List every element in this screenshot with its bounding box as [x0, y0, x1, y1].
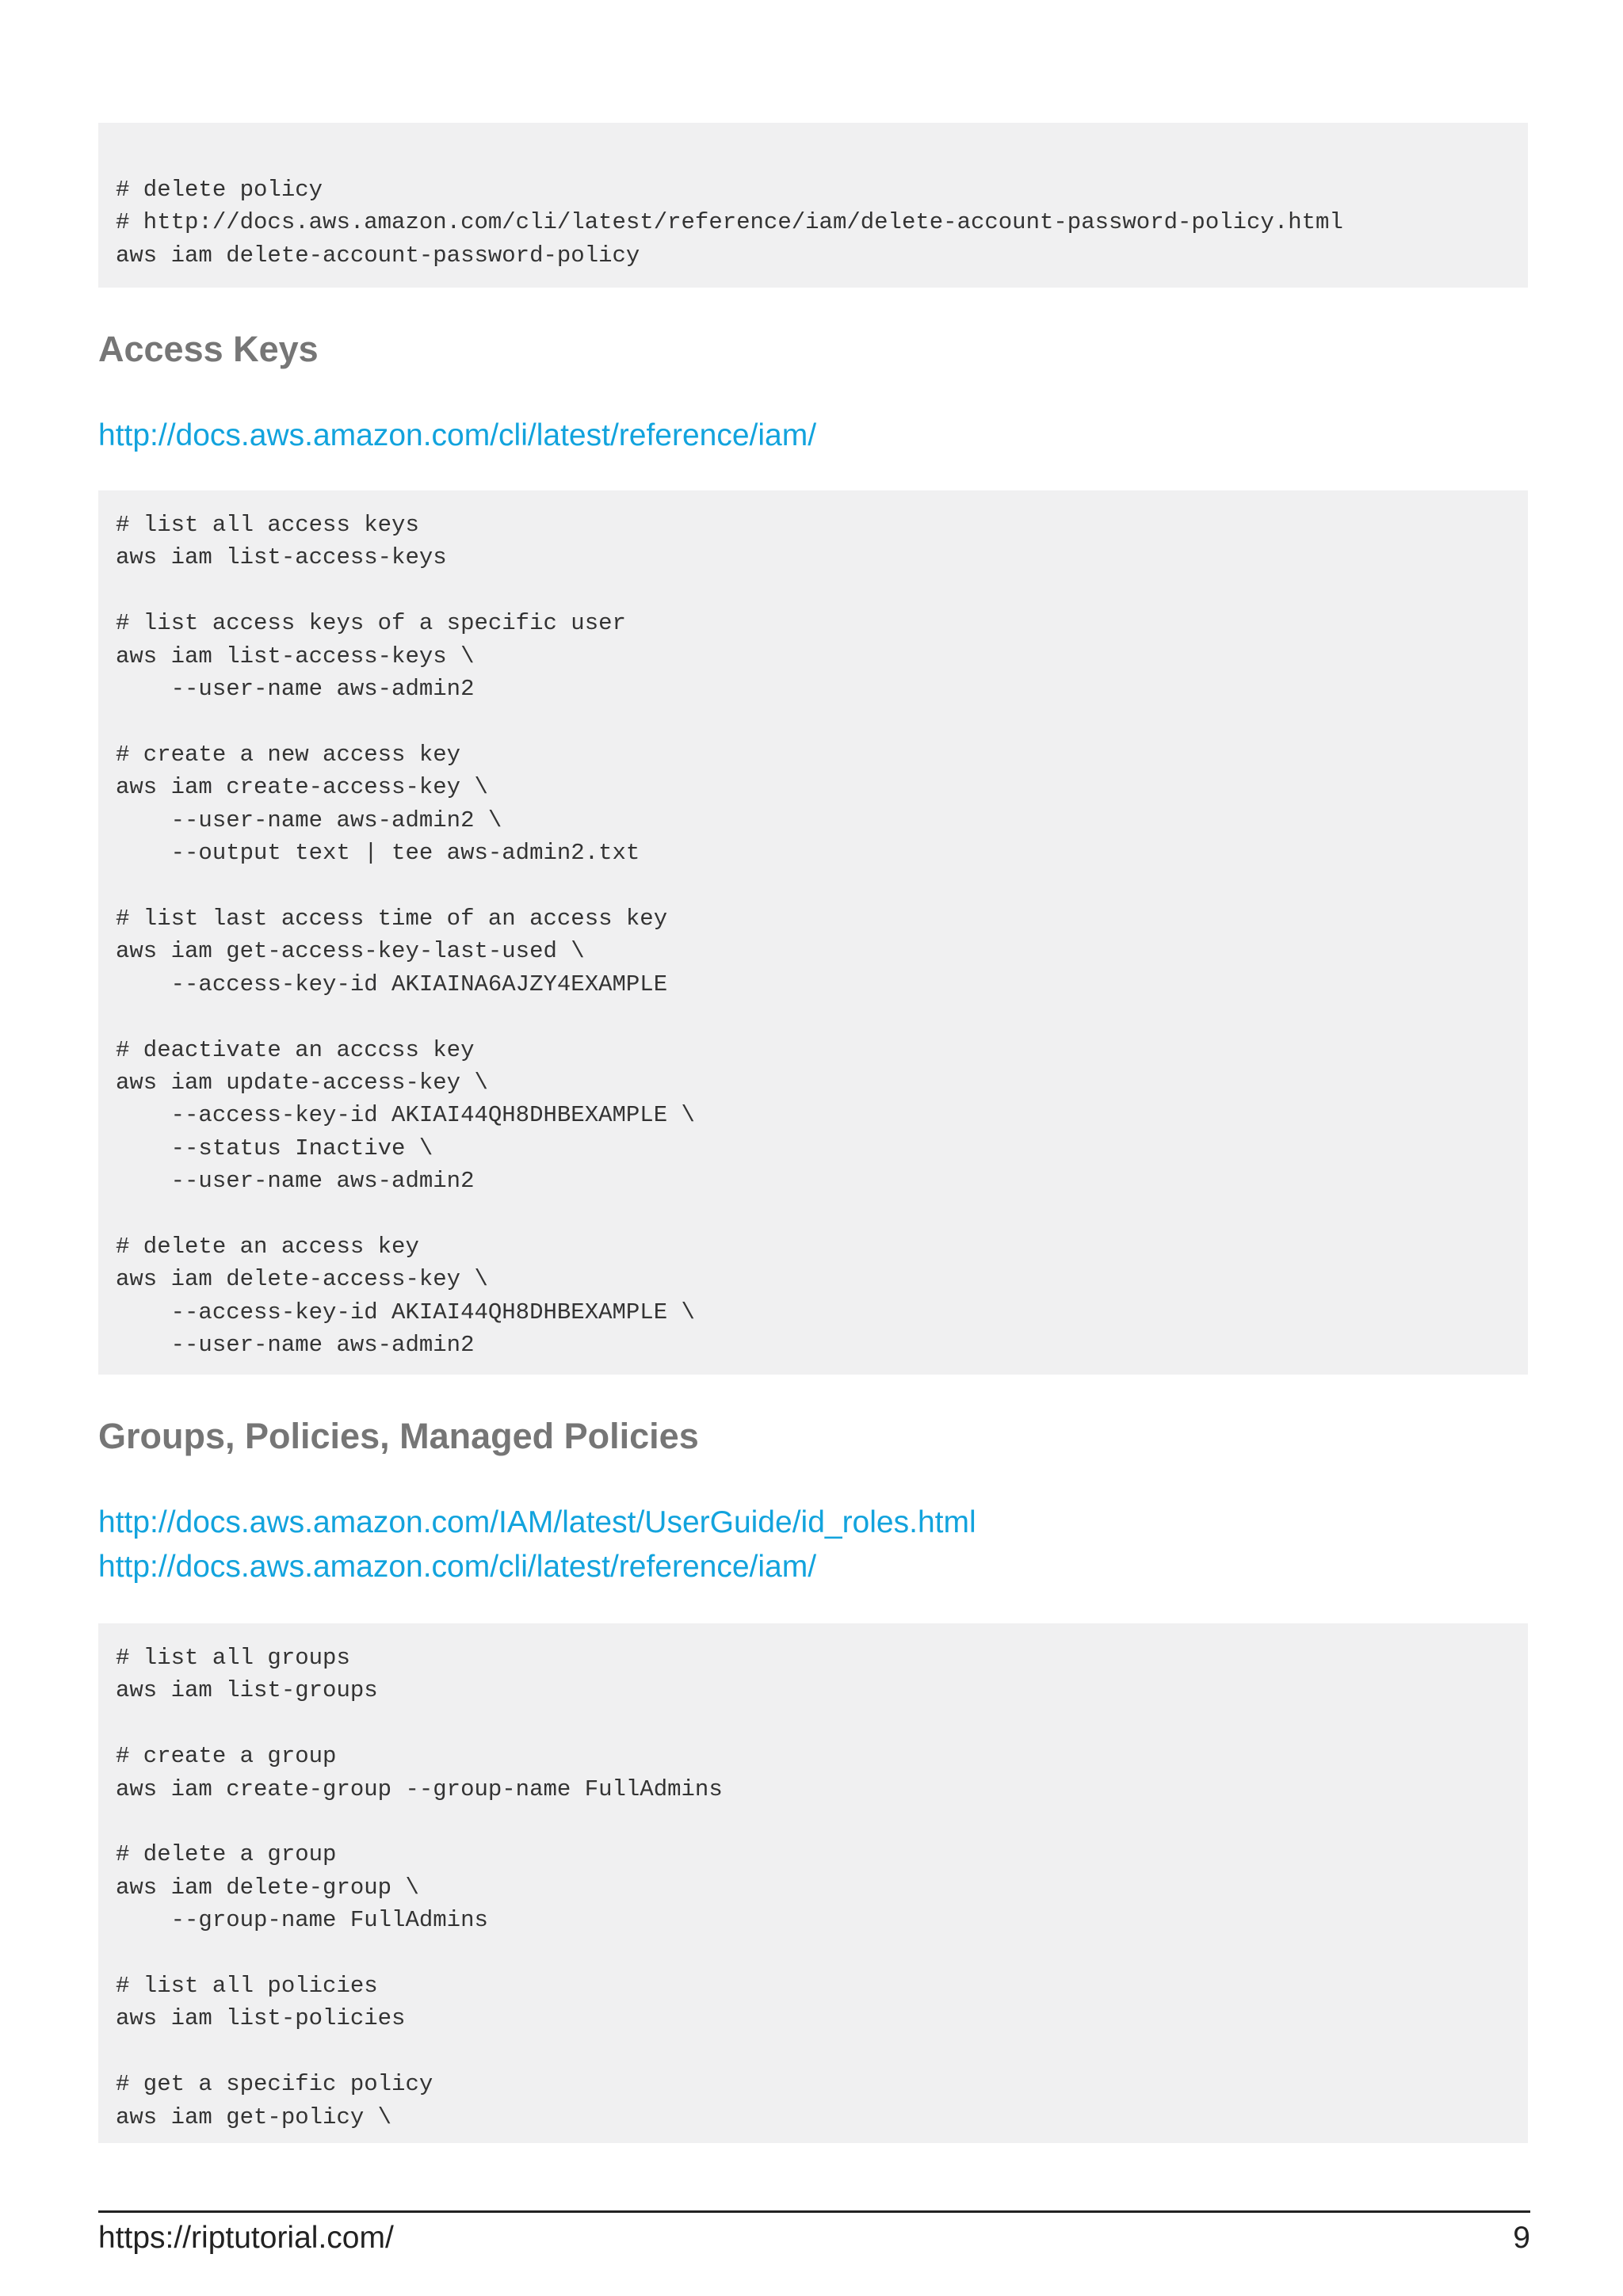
code-text: # list all groups aws iam list-groups # create a group aws iam create-group --group-name FullAdmins # delete a group aws iam delete-group \ --group-name FullAdmins # list all policies aws iam list-policies # get a specific policy aws iam get-policy \ — [116, 1645, 723, 2130]
page-number: 9 — [1513, 2221, 1530, 2255]
section-heading-groups-policies: Groups, Policies, Managed Policies — [98, 1416, 699, 1456]
footer-divider — [98, 2210, 1530, 2213]
code-block-groups-policies — [98, 1623, 1528, 2143]
code-block-access-keys — [98, 490, 1528, 1375]
code-text: # delete policy # http://docs.aws.amazon.com/cli/latest/reference/iam/delete-account-password-policy.html aws iam delete-account-password-policy — [116, 177, 1343, 269]
link-iam-user-guide-roles[interactable]: http://docs.aws.amazon.com/IAM/latest/UserGuide/id_roles.html — [98, 1505, 976, 1539]
code-text: # list all access keys aws iam list-access-keys # list access keys of a specific user aws iam list-access-keys \ --user-name aws-admin2 # create a new access key aws iam create-access-key \ --user-name aws-admin2 \ --output text | tee aws-admin2.txt # list last access time of an access key aws iam get-access-key-last-used \ --access-key-id AKIAINA6AJZY4EXAMPLE # deactivate an acccss key aws iam update-access-key \ --access-key-id AKIAI44QH8DHBEXAMPLE \ --status Inactive \ --user-name aws-admin2 # delete an access key aws iam delete-access-key \ --access-key-id AKIAI44QH8DHBEXAMPLE \ --user-name aws-admin2 — [116, 512, 695, 1359]
section-heading-access-keys: Access Keys — [98, 329, 319, 369]
code-block-delete-policy — [98, 123, 1528, 288]
footer-site-link[interactable]: https://riptutorial.com/ — [98, 2221, 394, 2255]
link-cli-reference-iam[interactable]: http://docs.aws.amazon.com/cli/latest/reference/iam/ — [98, 1550, 817, 1584]
link-cli-reference-iam[interactable]: http://docs.aws.amazon.com/cli/latest/reference/iam/ — [98, 418, 817, 452]
